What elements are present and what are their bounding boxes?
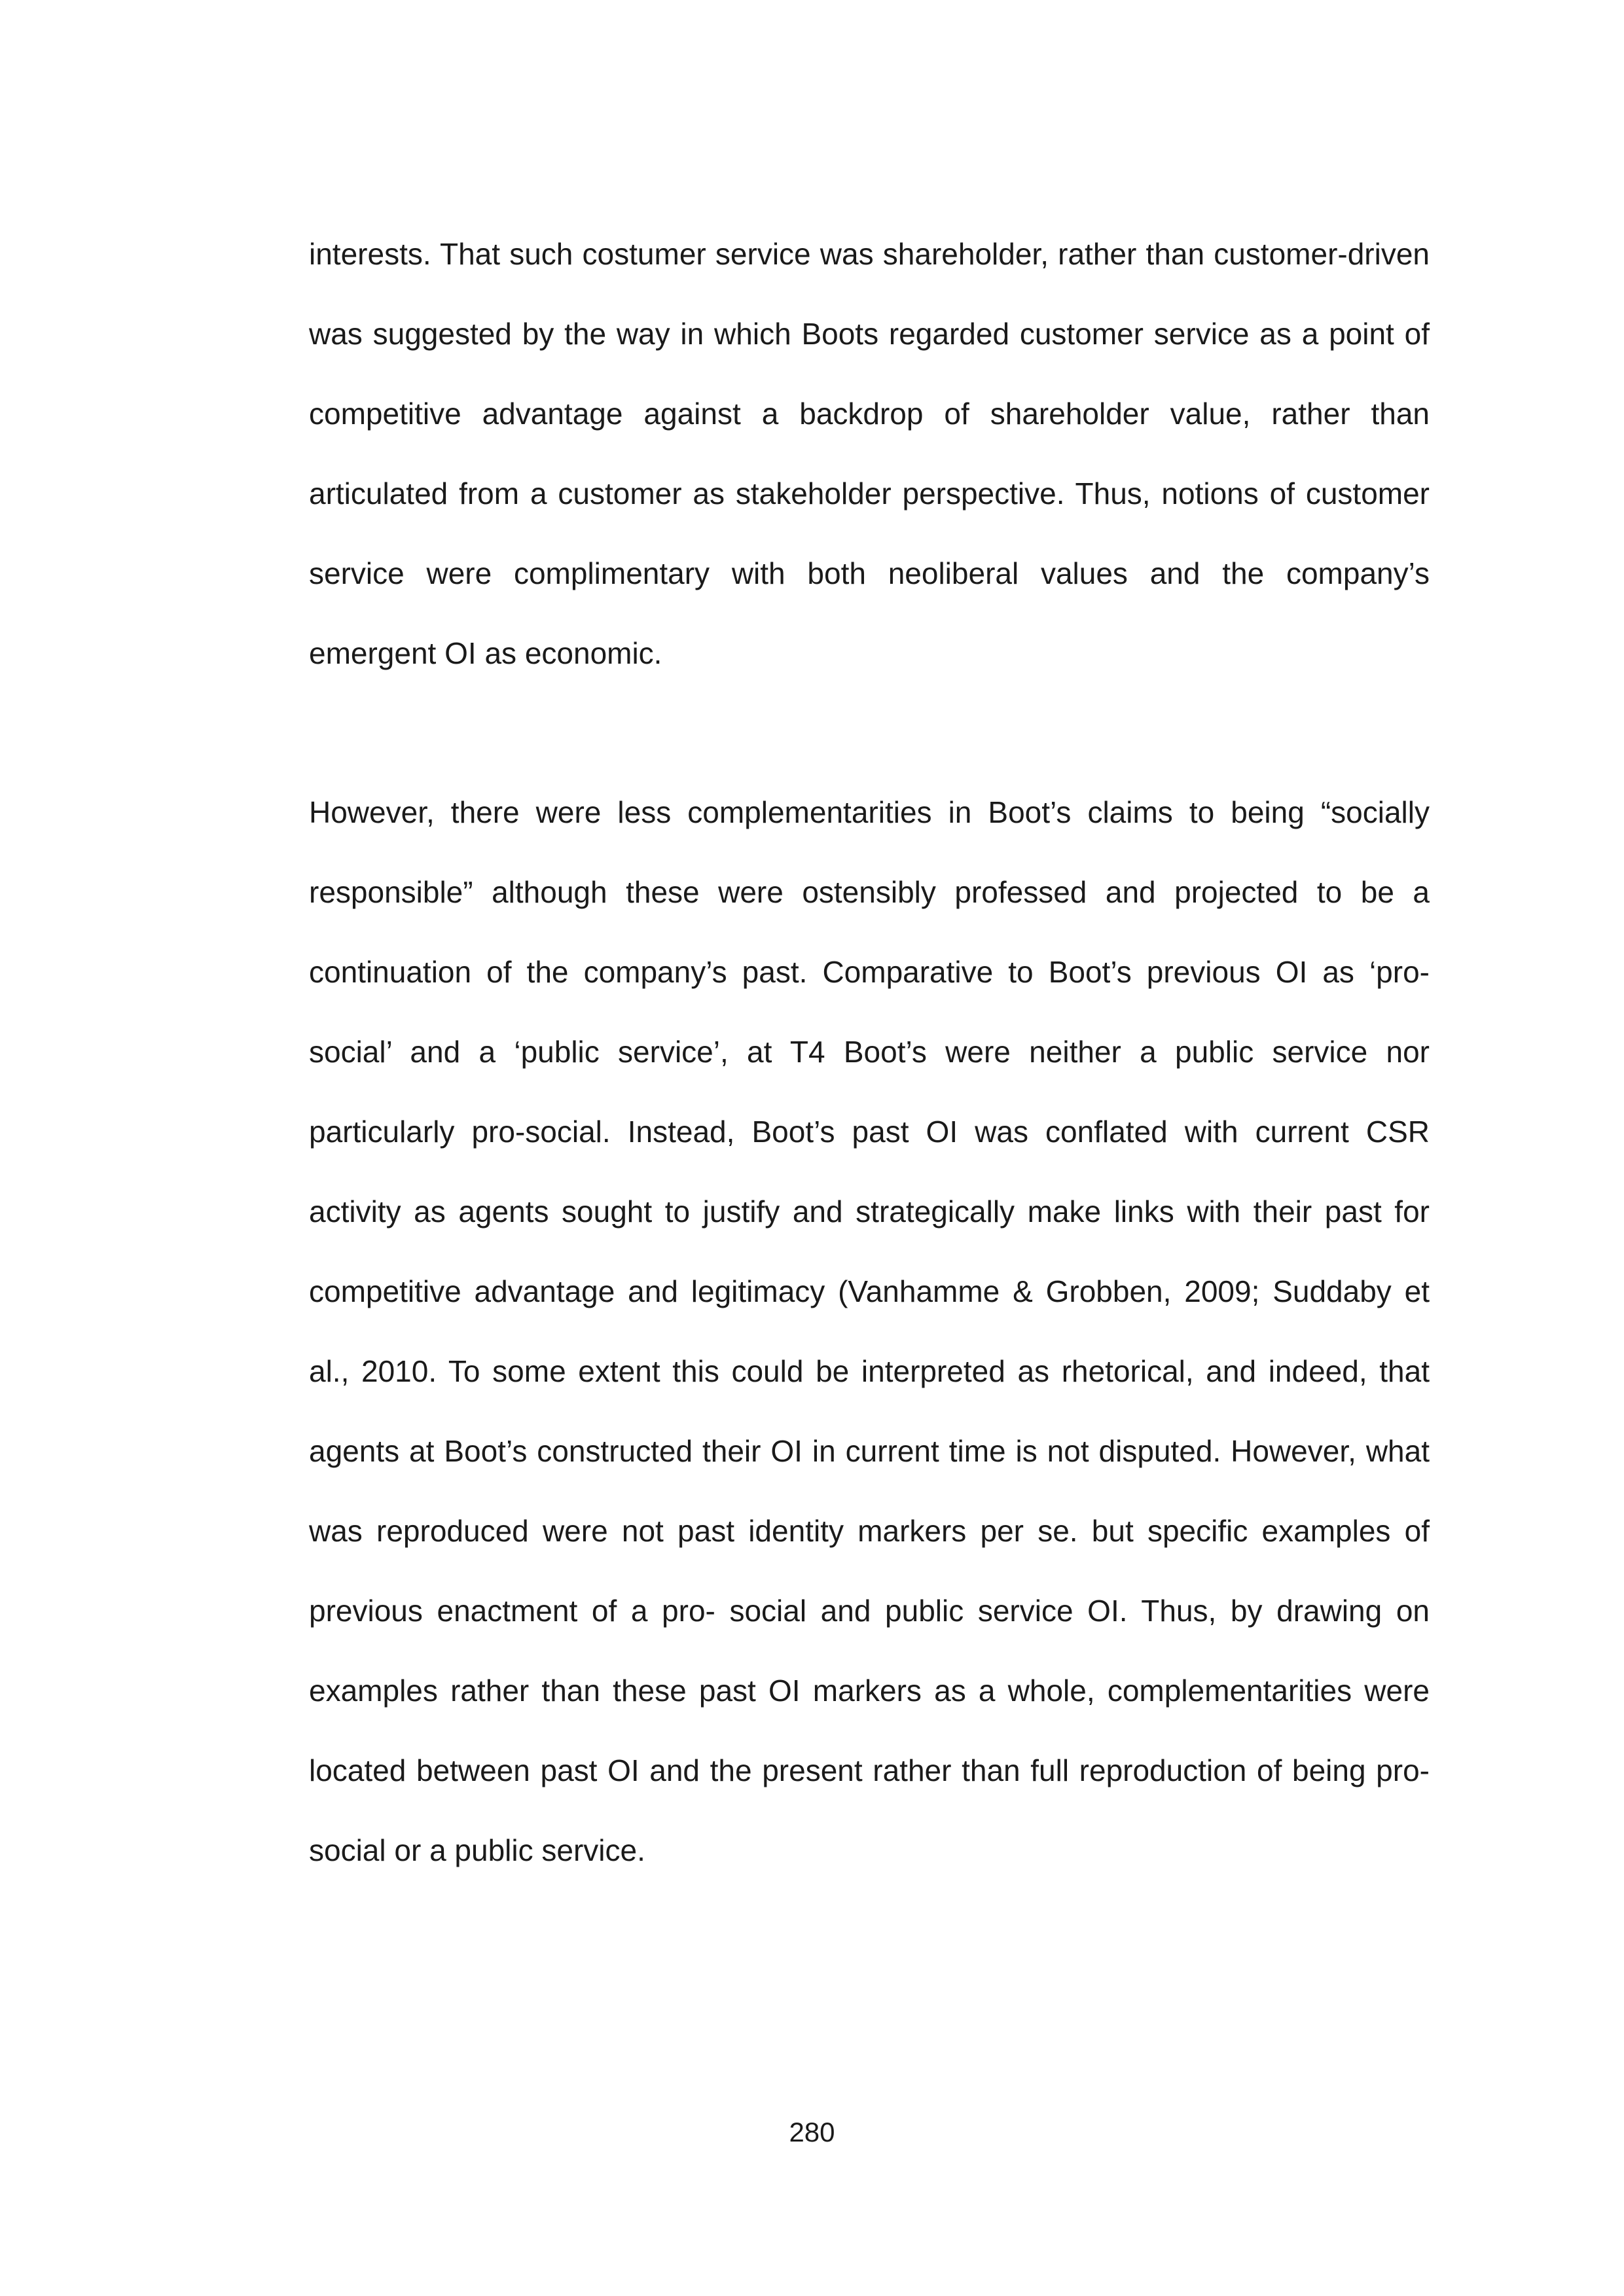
paragraph-line: was suggested by the way in which Boots regarded customer service as a point of xyxy=(309,317,1430,351)
paragraph-2 xyxy=(309,772,1430,1890)
paragraph-line: However, there were less complementarities in Boot’s claims to being “socially xyxy=(309,795,1430,829)
page-number: 280 xyxy=(789,2117,835,2147)
paragraph-line: responsible” although these were ostensibly professed and projected to be a xyxy=(309,875,1430,909)
paragraph-line: located between past OI and the present rather than full reproduction of being pro- xyxy=(309,1753,1430,1787)
paragraph-line: social’ and a ‘public service’, at T4 Boot’s were neither a public service nor xyxy=(309,1035,1430,1069)
paragraph-line: social or a public service. xyxy=(309,1833,645,1867)
paragraph-line: continuation of the company’s past. Comparative to Boot’s previous OI as ‘pro- xyxy=(309,955,1430,989)
paragraph-line: examples rather than these past OI markers as a whole, complementarities were xyxy=(309,1674,1430,1708)
paragraph-line: articulated from a customer as stakeholder perspective. Thus, notions of customer xyxy=(309,476,1430,511)
paragraph-line: particularly pro-social. Instead, Boot’s past OI was conflated with current CSR xyxy=(309,1115,1430,1149)
paragraph-line: agents at Boot’s constructed their OI in current time is not disputed. However, what xyxy=(309,1434,1430,1468)
paragraph-line: competitive advantage and legitimacy (Vanhamme & Grobben, 2009; Suddaby et xyxy=(309,1274,1430,1308)
paragraph-line: previous enactment of a pro- social and public service OI. Thus, by drawing on xyxy=(309,1594,1430,1628)
paragraph-line: was reproduced were not past identity markers per se. but specific examples of xyxy=(309,1514,1430,1548)
paragraph-line: al., 2010. To some extent this could be interpreted as rhetorical, and indeed, that xyxy=(309,1354,1430,1388)
paragraph-line: emergent OI as economic. xyxy=(309,636,662,670)
paragraph-line: interests. That such costumer service was shareholder, rather than customer-driven xyxy=(309,237,1430,271)
paragraph-line: competitive advantage against a backdrop of shareholder value, rather than xyxy=(309,397,1430,431)
paragraph-line: activity as agents sought to justify and strategically make links with their past for xyxy=(309,1194,1430,1229)
paragraph-1 xyxy=(309,214,1430,693)
paragraph-line: service were complimentary with both neoliberal values and the company’s xyxy=(309,556,1430,590)
